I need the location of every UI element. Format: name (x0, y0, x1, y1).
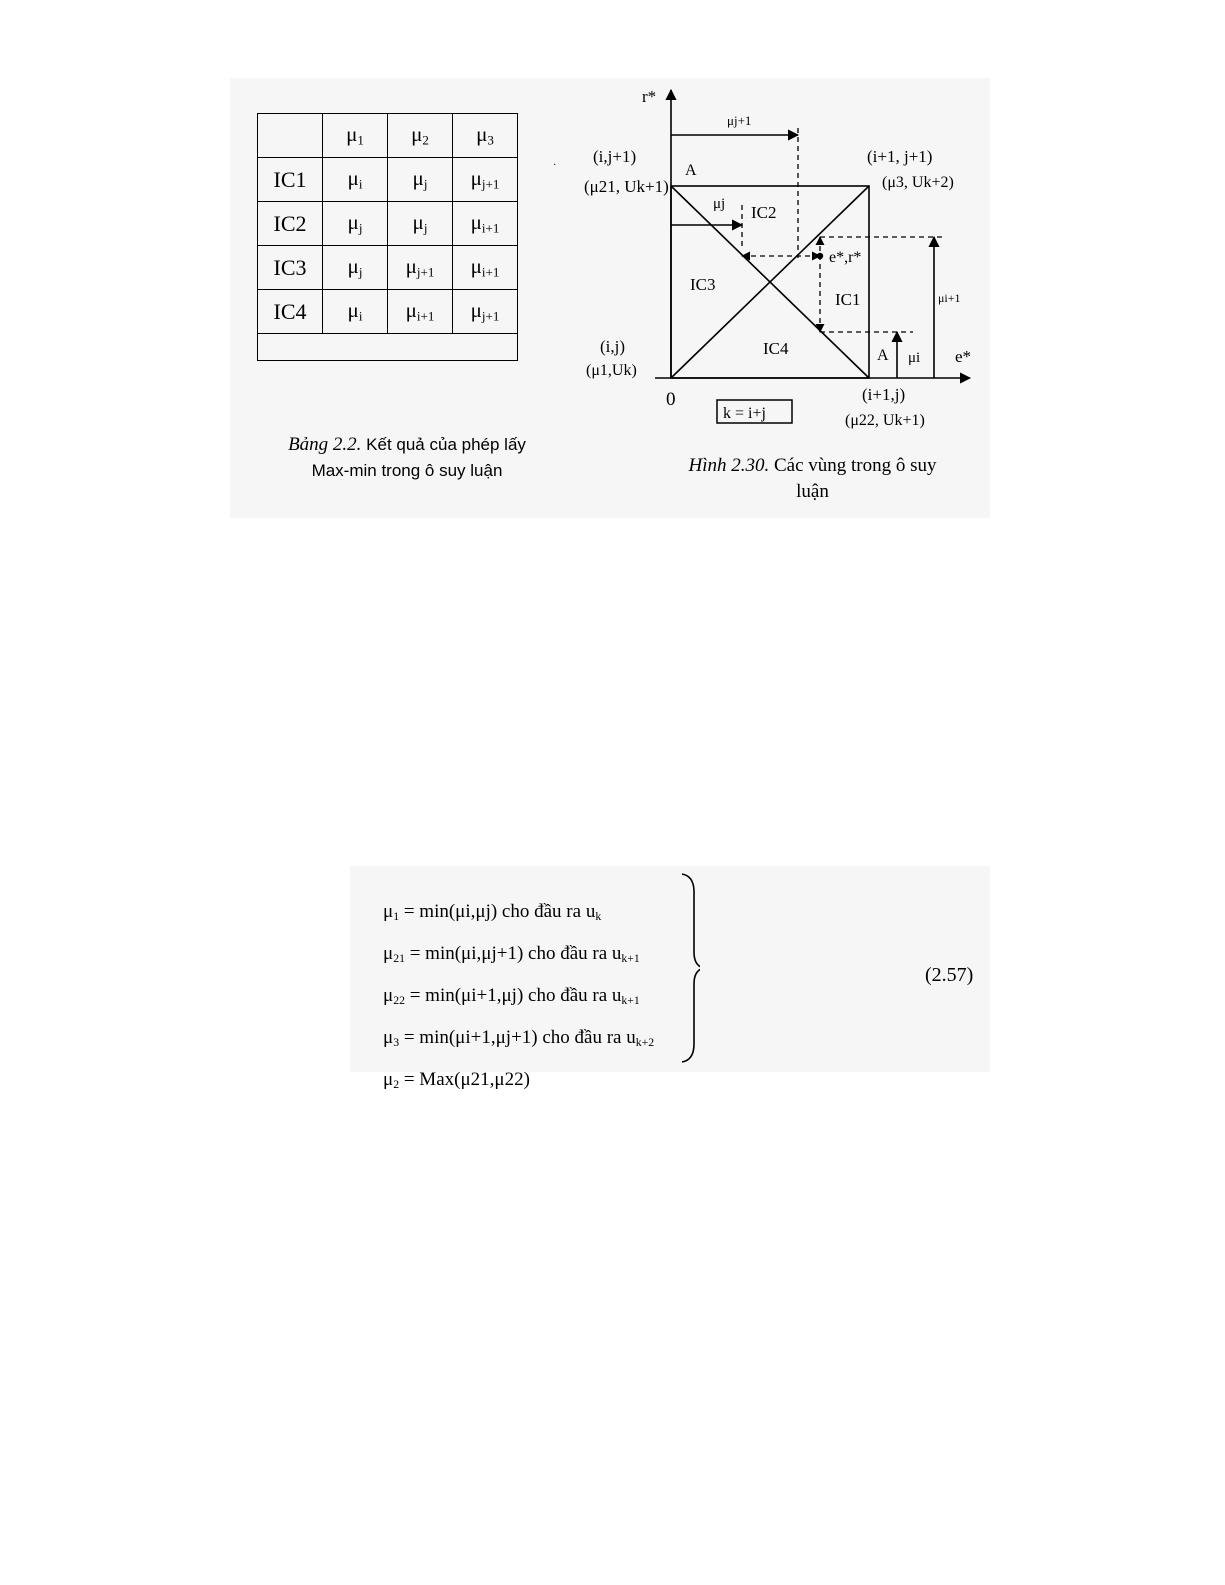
table-cell: $\mu_i$ (323, 290, 388, 334)
maxmin-table (257, 113, 518, 361)
row-label: IC4 (258, 290, 323, 334)
region-a-top: A (685, 162, 697, 179)
right-brace (660, 872, 700, 1064)
equation-system (383, 893, 654, 1103)
table-cell: $\mu_{j+1}$ (388, 246, 453, 290)
table-cell: $\mu_j$ (323, 202, 388, 246)
table-header-cell: $\mu_1$ (323, 114, 388, 158)
table-blank-row (258, 334, 518, 361)
table-row (258, 202, 518, 246)
table-caption: Bảng 2.2. Kết quả của phép lấy Max-min trong ô suy luận (288, 434, 526, 480)
node-top-left: (i,j+1) (593, 147, 637, 166)
region-ic4: IC4 (763, 339, 789, 358)
label-mu-i: μi (908, 350, 921, 366)
table-cell: $\mu_{i+1}$ (453, 202, 518, 246)
table-header-cell: $\mu_2$ (388, 114, 453, 158)
label-mu-i1: μi+1 (938, 291, 961, 305)
equation-line: $\mu_1 = \min(\mu i,\mu j)$ cho đầu ra $u_k$ (383, 901, 602, 923)
table-blank-cell (258, 334, 518, 361)
table-cell: $\mu_j$ (388, 202, 453, 246)
region-ic2: IC2 (751, 203, 777, 222)
axis-x-label: e* (955, 347, 972, 366)
equation-line: $\mu_2 = Max(\mu 21,\mu 22)$ (383, 1068, 530, 1091)
table-row (258, 290, 518, 334)
node-bottom-right-value: (μ22, Uk+1) (845, 412, 925, 429)
inference-cell-figure (580, 80, 980, 440)
table-cell: $\mu_i$ (323, 158, 388, 202)
node-top-right-value: (μ3, Uk+2) (882, 174, 954, 191)
origin-label: 0 (666, 389, 676, 410)
table-cell: $\mu_j$ (388, 158, 453, 202)
table-cell: $\mu_j$ (323, 246, 388, 290)
table-corner-cell (258, 114, 323, 158)
row-label: IC1 (258, 158, 323, 202)
table-cell: $\mu_{i+1}$ (453, 246, 518, 290)
region-a-bottom: A (877, 347, 889, 364)
row-label: IC3 (258, 246, 323, 290)
table-row (258, 158, 518, 202)
node-top-right: (i+1, j+1) (867, 147, 933, 166)
label-mu-j: μj (713, 196, 726, 212)
equation-line: $\mu_3 = \min(\mu i+1,\mu j+1)$ cho đầu ra $u_{k+2}$ (383, 1026, 655, 1049)
table-cell: $\mu_{i+1}$ (388, 290, 453, 334)
region-ic3: IC3 (690, 275, 716, 294)
label-mu-j1: μj+1 (727, 113, 752, 128)
point-marker (817, 253, 823, 259)
table-cell: $\mu_{j+1}$ (453, 290, 518, 334)
axis-y-label: r* (642, 87, 657, 106)
equation-line: $\mu_{22} = \min(\mu i+1,\mu j)$ cho đầu ra $u_{k+1}$ (383, 984, 640, 1007)
table-header-cell: $\mu_3$ (453, 114, 518, 158)
k-box-label: k = i+j (723, 405, 766, 422)
node-bottom-right: (i+1,j) (862, 385, 906, 404)
label-point: e*,r* (829, 249, 862, 266)
region-ic1: IC1 (835, 290, 861, 309)
equation-number: (2.57) (925, 964, 974, 986)
table-header-row (258, 114, 518, 158)
table-row (258, 246, 518, 290)
node-top-left-value: (μ21, Uk+1) (584, 177, 669, 196)
table-cell: $\mu_{j+1}$ (453, 158, 518, 202)
row-label: IC2 (258, 202, 323, 246)
node-bottom-left: (i,j) (600, 337, 626, 356)
figure-caption: Hình 2.30. Các vùng trong ô suy luận (688, 455, 937, 502)
node-bottom-left-value: (μ1,Uk) (586, 362, 637, 379)
stray-dot: · (553, 160, 557, 171)
equation-line: $\mu_{21} = \min(\mu i,\mu j+1)$ cho đầu ra $u_{k+1}$ (383, 942, 640, 965)
